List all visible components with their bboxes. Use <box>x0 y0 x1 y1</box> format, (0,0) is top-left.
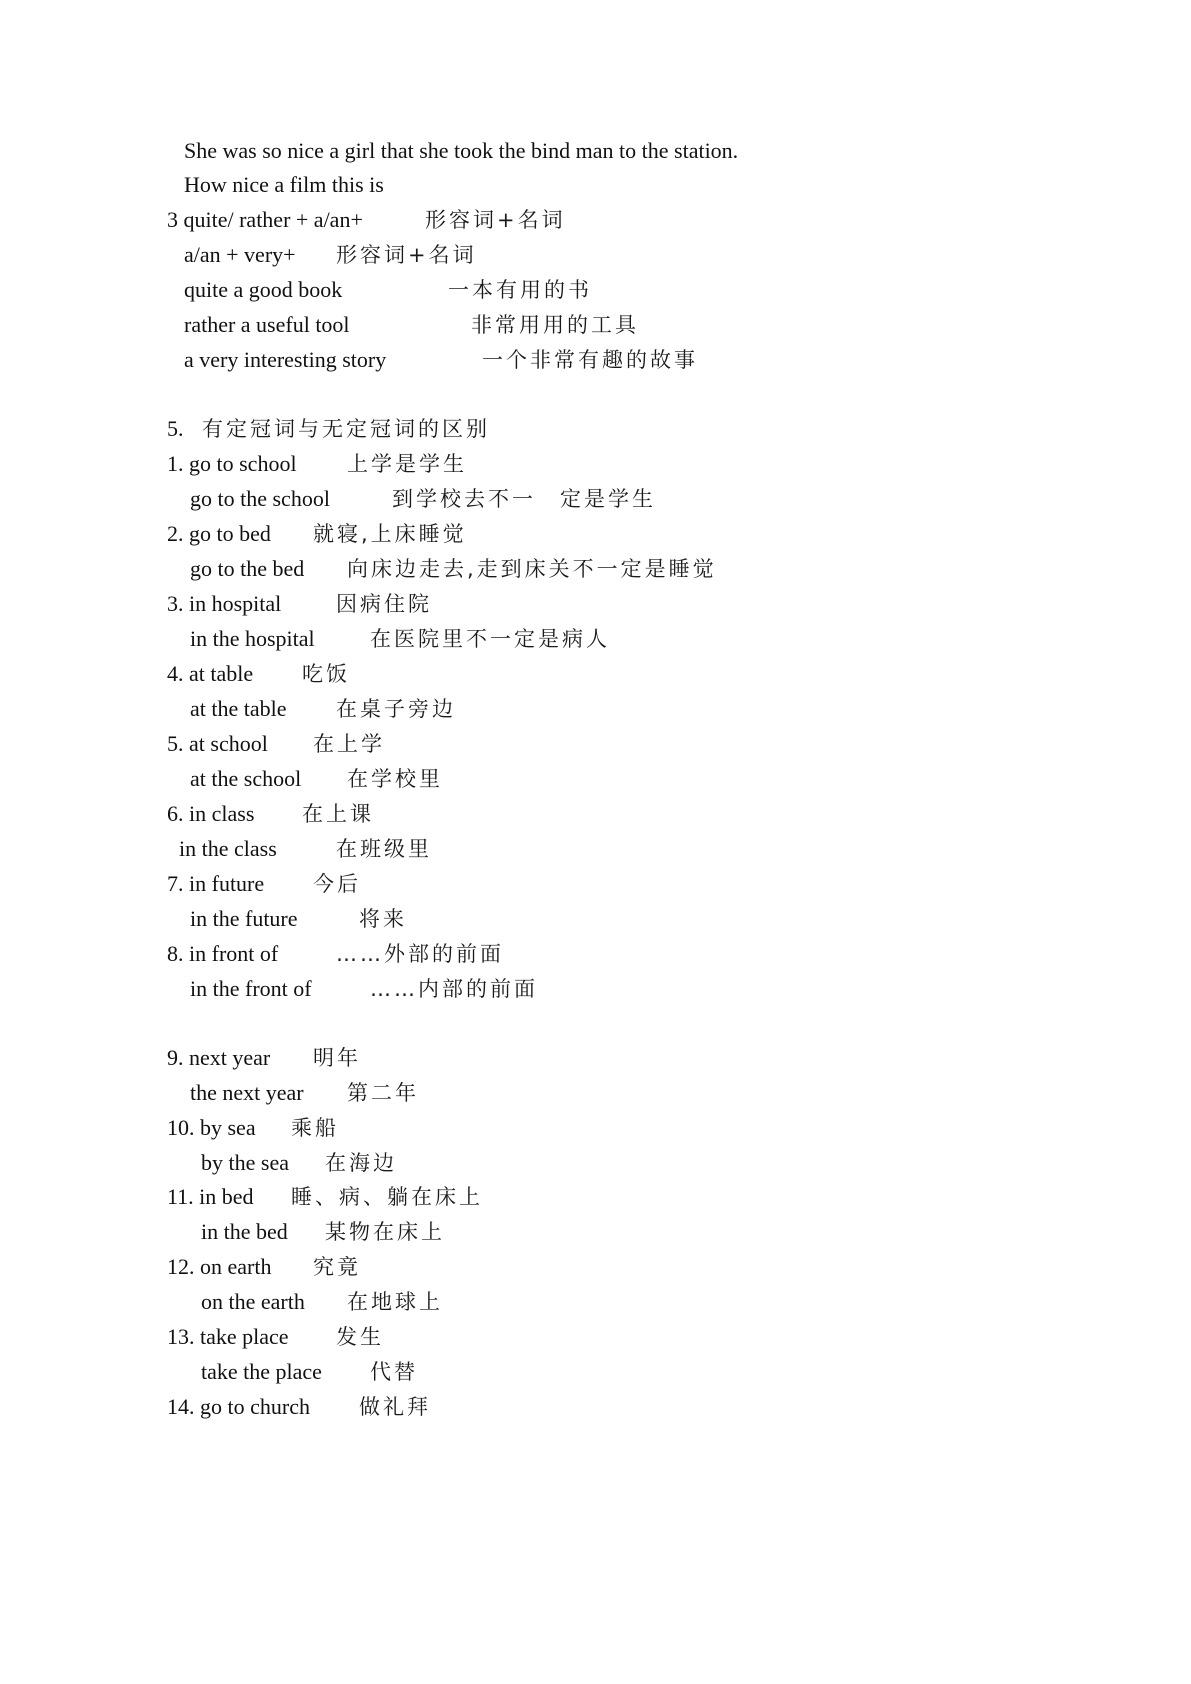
phrase-text: at the table <box>190 696 287 721</box>
phrase-line <box>0 936 1191 972</box>
phrase-meaning: ……内部的前面 <box>370 977 538 1001</box>
phrase-meaning: 向床边走去,走到床关不一定是睡觉 <box>347 557 717 581</box>
phrase-meaning: 乘船 <box>291 1116 339 1140</box>
phrase-line <box>0 586 1191 622</box>
section-title: 有定冠词与无定冠词的区别 <box>202 417 490 441</box>
example-text: She was so nice a girl that she took the bind man to the station. <box>184 138 739 163</box>
phrase-meaning: 就寝,上床睡觉 <box>313 522 467 546</box>
example-translation: 非常用用的工具 <box>471 313 639 337</box>
rule-translation: 形容词+名词 <box>336 243 477 267</box>
phrase-meaning: 在医院里不一定是病人 <box>370 627 610 651</box>
phrase-line <box>0 1214 1191 1250</box>
phrase-meaning: 第二年 <box>347 1081 419 1105</box>
phrase-meaning: 吃饭 <box>302 662 350 686</box>
phrase-text: 6. in class <box>167 801 255 826</box>
phrase-line <box>0 761 1191 797</box>
phrase-line <box>0 866 1191 902</box>
phrase-line <box>0 1354 1191 1390</box>
phrase-text: go to the bed <box>190 556 305 581</box>
phrase-line <box>0 796 1191 832</box>
phrase-line <box>0 446 1191 482</box>
phrase-text: 13. take place <box>167 1324 289 1349</box>
phrase-meaning: 今后 <box>313 872 361 896</box>
example-line <box>0 342 1191 378</box>
phrase-line <box>0 901 1191 937</box>
phrase-text: by the sea <box>201 1150 289 1175</box>
phrase-text: the next year <box>190 1080 304 1105</box>
phrase-line <box>0 516 1191 552</box>
phrase-line <box>0 1179 1191 1215</box>
example-line <box>0 133 1191 169</box>
phrase-text: at the school <box>190 766 302 791</box>
phrase-meaning: 在海边 <box>325 1151 397 1175</box>
phrase-line <box>0 1284 1191 1320</box>
phrase-text: 12. on earth <box>167 1254 272 1279</box>
phrase-meaning: 代替 <box>370 1360 418 1384</box>
phrase-meaning: 究竟 <box>313 1255 361 1279</box>
phrase-line <box>0 621 1191 657</box>
phrase-meaning: 在桌子旁边 <box>336 697 456 721</box>
phrase-line <box>0 1145 1191 1181</box>
phrase-meaning: 将来 <box>359 907 407 931</box>
phrase-text: 10. by sea <box>167 1115 256 1140</box>
phrase-text: 3. in hospital <box>167 591 282 616</box>
example-line <box>0 272 1191 308</box>
section-heading <box>0 411 1191 447</box>
phrase-text: in the hospital <box>190 626 315 651</box>
phrase-meaning: 明年 <box>313 1046 361 1070</box>
phrase-meaning: 发生 <box>336 1325 384 1349</box>
phrase-line <box>0 656 1191 692</box>
phrase-text: 7. in future <box>167 871 265 896</box>
phrase-meaning: 上学是学生 <box>347 452 467 476</box>
example-translation: 一个非常有趣的故事 <box>482 348 698 372</box>
example-text: How nice a film this is <box>184 172 384 197</box>
phrase-line <box>0 1319 1191 1355</box>
phrase-line <box>0 1040 1191 1076</box>
rule-text: a/an + very+ <box>184 242 296 267</box>
phrase-meaning: ……外部的前面 <box>336 942 504 966</box>
phrase-meaning: 某物在床上 <box>325 1220 445 1244</box>
rule-translation: 形容词+名词 <box>425 208 566 232</box>
rule-text: 3 quite/ rather + a/an+ <box>167 207 363 232</box>
phrase-line <box>0 1075 1191 1111</box>
example-text: rather a useful tool <box>184 312 350 337</box>
example-line <box>0 307 1191 343</box>
phrase-line <box>0 481 1191 517</box>
phrase-line <box>0 971 1191 1007</box>
phrase-line <box>0 1249 1191 1285</box>
phrase-meaning: 因病住院 <box>336 592 432 616</box>
phrase-meaning: 睡、病、躺在床上 <box>291 1185 483 1209</box>
phrase-line <box>0 691 1191 727</box>
phrase-text: go to the school <box>190 486 330 511</box>
section-number: 5. <box>167 416 184 441</box>
example-text: a very interesting story <box>184 347 387 372</box>
phrase-text: on the earth <box>201 1289 305 1314</box>
example-text: quite a good book <box>184 277 343 302</box>
phrase-text: 4. at table <box>167 661 254 686</box>
phrase-text: 11. in bed <box>167 1184 254 1209</box>
example-translation: 一本有用的书 <box>448 278 592 302</box>
phrase-text: 8. in front of <box>167 941 279 966</box>
phrase-meaning: 在上学 <box>313 732 385 756</box>
phrase-meaning: 在地球上 <box>347 1290 443 1314</box>
phrase-line <box>0 726 1191 762</box>
phrase-text: in the front of <box>190 976 312 1001</box>
phrase-meaning: 在学校里 <box>347 767 443 791</box>
phrase-text: in the future <box>190 906 298 931</box>
rule-line <box>0 202 1191 238</box>
phrase-meaning: 在班级里 <box>336 837 432 861</box>
phrase-text: 14. go to church <box>167 1394 310 1419</box>
phrase-text: take the place <box>201 1359 322 1384</box>
phrase-line <box>0 551 1191 587</box>
phrase-text: 2. go to bed <box>167 521 271 546</box>
phrase-meaning: 做礼拜 <box>359 1395 431 1419</box>
rule-line <box>0 237 1191 273</box>
phrase-line <box>0 831 1191 867</box>
phrase-text: 5. at school <box>167 731 268 756</box>
phrase-text: 1. go to school <box>167 451 297 476</box>
phrase-line <box>0 1110 1191 1146</box>
phrase-meaning: 到学校去不一 定是学生 <box>392 487 656 511</box>
phrase-meaning: 在上课 <box>302 802 374 826</box>
example-line <box>0 167 1191 203</box>
phrase-text: 9. next year <box>167 1045 271 1070</box>
phrase-text: in the bed <box>201 1219 288 1244</box>
phrase-text: in the class <box>179 836 277 861</box>
phrase-line <box>0 1389 1191 1425</box>
